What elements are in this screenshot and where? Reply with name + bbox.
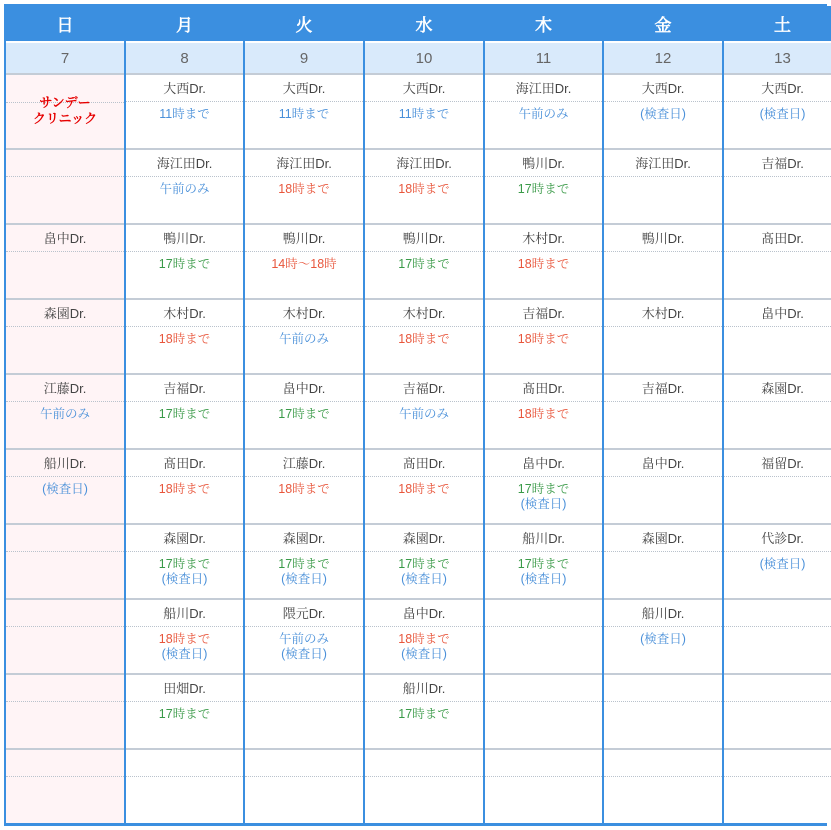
schedule-cell <box>6 598 124 673</box>
doctor-name <box>126 750 243 777</box>
doctor-name: 吉福Dr. <box>126 375 243 402</box>
doctor-name: 大西Dr. <box>126 75 243 102</box>
day-header-2: 火 <box>245 6 363 43</box>
schedule-note <box>159 477 210 497</box>
doctor-name <box>604 675 722 702</box>
doctor-name <box>485 675 602 702</box>
note-text: (検査日) <box>520 572 567 586</box>
note-text: 17時まで <box>517 557 570 571</box>
note-text: 午前のみ <box>159 182 210 196</box>
schedule-cell <box>604 448 722 523</box>
note-text: (検査日) <box>640 107 686 121</box>
schedule-note <box>159 627 210 662</box>
schedule-note <box>159 102 209 122</box>
schedule-cell <box>365 523 483 598</box>
doctor-name: 畠中Dr. <box>485 450 602 477</box>
doctor-name <box>6 675 124 702</box>
note-text: 17時まで <box>158 407 211 421</box>
note-text: 18時まで <box>278 182 330 196</box>
note-text: (検査日) <box>161 647 208 661</box>
schedule-cell <box>604 673 722 748</box>
schedule-cell <box>724 673 831 748</box>
schedule-cell <box>6 448 124 523</box>
day-header-6: 土 <box>724 6 831 43</box>
doctor-name: 髙田Dr. <box>485 375 602 402</box>
schedule-note <box>271 252 336 272</box>
note-text: 18時まで <box>158 482 211 496</box>
schedule-cell <box>6 298 124 373</box>
schedule-cell <box>724 298 831 373</box>
schedule-note <box>42 477 88 497</box>
schedule-cell <box>245 223 363 298</box>
doctor-name: 森園Dr. <box>245 525 363 552</box>
note-text: (検査日) <box>759 557 806 571</box>
schedule-cell <box>245 448 363 523</box>
schedule-note <box>398 552 449 587</box>
doctor-name: 吉福Dr. <box>485 300 602 327</box>
sunday-clinic-label <box>6 75 124 127</box>
doctor-name <box>245 675 363 702</box>
note-text: (検査日) <box>520 497 567 511</box>
schedule-note <box>398 327 449 347</box>
day-header-4: 木 <box>485 6 602 43</box>
doctor-name <box>604 750 722 777</box>
note-text: 午前のみ <box>278 332 329 346</box>
date-cell-2: 9 <box>245 43 363 73</box>
note-text: 18時まで <box>398 482 450 496</box>
schedule-cell <box>724 223 831 298</box>
note-text: 18時まで <box>398 332 450 346</box>
schedule-cell <box>126 448 243 523</box>
note-text: 11時まで <box>278 107 330 121</box>
schedule-cell <box>6 73 124 148</box>
note-text: (検査日) <box>161 572 208 586</box>
schedule-cell <box>485 223 602 298</box>
doctor-name: 畠中Dr. <box>604 450 722 477</box>
note-text: 午前のみ <box>278 632 329 646</box>
schedule-note <box>398 702 449 722</box>
doctor-name: 森園Dr. <box>604 525 722 552</box>
note-text: (検査日) <box>42 482 88 496</box>
schedule-note <box>278 552 329 587</box>
schedule-cell <box>245 673 363 748</box>
schedule-cell <box>485 673 602 748</box>
note-text: 18時まで <box>158 332 211 346</box>
note-text: 11時まで <box>398 107 450 121</box>
schedule-note <box>398 177 449 197</box>
doctor-name: 船川Dr. <box>365 675 483 702</box>
schedule-cell <box>604 298 722 373</box>
note-text: 17時まで <box>398 707 450 721</box>
schedule-note <box>278 177 329 197</box>
date-cell-0: 7 <box>6 43 124 73</box>
doctor-name: 木村Dr. <box>604 300 722 327</box>
schedule-note <box>278 477 329 497</box>
note-text: 午前のみ <box>518 107 569 121</box>
note-text: (検査日) <box>401 572 447 586</box>
note-text: 17時まで <box>158 707 211 721</box>
schedule-cell <box>365 148 483 223</box>
schedule-cell <box>126 373 243 448</box>
doctor-name <box>6 150 124 177</box>
schedule-cell <box>245 298 363 373</box>
schedule-note <box>159 327 210 347</box>
doctor-name <box>724 750 831 777</box>
schedule-calendar <box>4 4 827 826</box>
schedule-note <box>399 102 449 122</box>
note-text: 17時まで <box>517 182 570 196</box>
schedule-cell <box>485 298 602 373</box>
schedule-cell <box>365 448 483 523</box>
schedule-note <box>640 627 686 647</box>
note-text: 17時まで <box>398 557 450 571</box>
schedule-note <box>398 252 449 272</box>
doctor-name: 海江田Dr. <box>245 150 363 177</box>
schedule-cell <box>365 73 483 148</box>
schedule-cell <box>365 673 483 748</box>
schedule-note <box>278 402 329 422</box>
doctor-name: 大西Dr. <box>245 75 363 102</box>
doctor-name: 森園Dr. <box>365 525 483 552</box>
doctor-name: 鴨川Dr. <box>485 150 602 177</box>
schedule-note <box>760 552 806 572</box>
schedule-cell <box>6 223 124 298</box>
schedule-cell <box>245 523 363 598</box>
note-text: 17時まで <box>158 257 211 271</box>
doctor-name: 福留Dr. <box>724 450 831 477</box>
schedule-cell <box>724 73 831 148</box>
doctor-name: 木村Dr. <box>485 225 602 252</box>
date-cell-3: 10 <box>365 43 483 73</box>
schedule-cell <box>724 373 831 448</box>
note-text: (検査日) <box>281 572 327 586</box>
doctor-name: 吉福Dr. <box>365 375 483 402</box>
schedule-cell <box>485 523 602 598</box>
doctor-name: 江藤Dr. <box>245 450 363 477</box>
schedule-note <box>399 402 449 422</box>
schedule-cell <box>6 673 124 748</box>
schedule-note <box>398 627 449 662</box>
schedule-cell <box>724 148 831 223</box>
doctor-name: 船川Dr. <box>604 600 722 627</box>
doctor-name: 鴨川Dr. <box>365 225 483 252</box>
schedule-cell <box>126 148 243 223</box>
schedule-cell <box>6 748 124 823</box>
schedule-note <box>518 327 569 347</box>
schedule-cell <box>485 748 602 823</box>
schedule-cell <box>365 748 483 823</box>
schedule-note <box>159 252 210 272</box>
doctor-name: 海江田Dr. <box>365 150 483 177</box>
schedule-note <box>640 102 686 122</box>
doctor-name: 畠中Dr. <box>365 600 483 627</box>
note-text: (検査日) <box>759 107 806 121</box>
doctor-name: 髙田Dr. <box>365 450 483 477</box>
day-header-0: 日 <box>6 6 124 43</box>
note-text: 17時まで <box>517 482 570 496</box>
note-text: 18時まで <box>517 407 570 421</box>
doctor-name: 大西Dr. <box>724 75 831 102</box>
day-header-3: 水 <box>365 6 483 43</box>
schedule-note <box>159 177 209 197</box>
note-text: 17時まで <box>158 557 211 571</box>
schedule-cell <box>245 748 363 823</box>
schedule-note <box>518 102 568 122</box>
schedule-note <box>279 327 329 347</box>
schedule-cell <box>604 748 722 823</box>
schedule-cell <box>245 148 363 223</box>
doctor-name: 大西Dr. <box>604 75 722 102</box>
doctor-name: 田畑Dr. <box>126 675 243 702</box>
schedule-cell <box>6 148 124 223</box>
schedule-cell <box>245 73 363 148</box>
doctor-name <box>724 675 831 702</box>
schedule-cell <box>6 523 124 598</box>
note-text: 18時まで <box>278 482 330 496</box>
schedule-note <box>279 627 329 662</box>
schedule-cell <box>724 748 831 823</box>
note-text: 17時まで <box>278 407 330 421</box>
doctor-name <box>6 750 124 777</box>
sunday-clinic-line: クリニック <box>32 111 98 126</box>
schedule-cell <box>485 373 602 448</box>
date-cell-1: 8 <box>126 43 243 73</box>
note-text: 18時まで <box>398 632 450 646</box>
schedule-cell <box>604 148 722 223</box>
note-text: 18時まで <box>398 182 450 196</box>
note-text: 午前のみ <box>398 407 449 421</box>
schedule-cell <box>604 73 722 148</box>
doctor-name: 鴨川Dr. <box>604 225 722 252</box>
schedule-cell <box>604 598 722 673</box>
doctor-name: 森園Dr. <box>724 375 831 402</box>
note-text: 18時まで <box>517 332 570 346</box>
doctor-name: 船川Dr. <box>485 525 602 552</box>
schedule-cell <box>604 223 722 298</box>
schedule-cell <box>485 448 602 523</box>
doctor-name: 木村Dr. <box>245 300 363 327</box>
note-text: (検査日) <box>401 647 447 661</box>
schedule-note <box>279 102 329 122</box>
schedule-note <box>40 402 90 422</box>
doctor-name: 森園Dr. <box>126 525 243 552</box>
doctor-name <box>365 750 483 777</box>
schedule-cell <box>724 598 831 673</box>
note-text: 18時まで <box>158 632 211 646</box>
note-text: (検査日) <box>640 632 686 646</box>
schedule-cell <box>126 523 243 598</box>
doctor-name: 隈元Dr. <box>245 600 363 627</box>
note-text: 17時まで <box>278 557 330 571</box>
schedule-note <box>159 402 210 422</box>
schedule-note <box>159 552 210 587</box>
schedule-cell <box>365 598 483 673</box>
doctor-name <box>6 600 124 627</box>
schedule-note <box>159 702 210 722</box>
note-text: 11時まで <box>159 107 210 121</box>
doctor-name: 吉福Dr. <box>604 375 722 402</box>
doctor-name: 鴨川Dr. <box>126 225 243 252</box>
doctor-name: 船川Dr. <box>126 600 243 627</box>
note-text: 午前のみ <box>39 407 90 421</box>
schedule-cell <box>604 523 722 598</box>
doctor-name: 江藤Dr. <box>6 375 124 402</box>
date-cell-6: 13 <box>724 43 831 73</box>
schedule-cell <box>126 298 243 373</box>
note-text: 18時まで <box>517 257 570 271</box>
schedule-cell <box>365 223 483 298</box>
doctor-name: 代診Dr. <box>724 525 831 552</box>
doctor-name: 海江田Dr. <box>126 150 243 177</box>
schedule-cell <box>126 748 243 823</box>
doctor-name <box>6 525 124 552</box>
doctor-name: 船川Dr. <box>6 450 124 477</box>
schedule-note <box>760 102 806 122</box>
schedule-cell <box>126 673 243 748</box>
doctor-name: 畠中Dr. <box>6 225 124 252</box>
schedule-note <box>398 477 449 497</box>
schedule-cell <box>724 448 831 523</box>
note-text: 17時まで <box>398 257 450 271</box>
schedule-note <box>518 552 569 587</box>
schedule-cell <box>126 598 243 673</box>
doctor-name <box>485 750 602 777</box>
schedule-cell <box>485 598 602 673</box>
schedule-note <box>518 402 569 422</box>
doctor-name: 大西Dr. <box>365 75 483 102</box>
doctor-name: 森園Dr. <box>6 300 124 327</box>
doctor-name <box>724 600 831 627</box>
schedule-cell <box>126 223 243 298</box>
schedule-note <box>518 177 569 197</box>
schedule-cell <box>245 373 363 448</box>
date-cell-5: 12 <box>604 43 722 73</box>
note-text: (検査日) <box>281 647 327 661</box>
schedule-cell <box>485 148 602 223</box>
doctor-name: 髙田Dr. <box>126 450 243 477</box>
schedule-cell <box>365 373 483 448</box>
note-text: 14時〜18時 <box>271 257 337 271</box>
doctor-name: 海江田Dr. <box>604 150 722 177</box>
date-cell-4: 11 <box>485 43 602 73</box>
doctor-name: 髙田Dr. <box>724 225 831 252</box>
doctor-name: 木村Dr. <box>365 300 483 327</box>
schedule-note <box>518 477 569 512</box>
schedule-cell <box>485 73 602 148</box>
doctor-name: 鴨川Dr. <box>245 225 363 252</box>
doctor-name <box>485 600 602 627</box>
sunday-clinic-line: サンデー <box>39 95 91 110</box>
doctor-name: 畠中Dr. <box>724 300 831 327</box>
schedule-cell <box>724 523 831 598</box>
doctor-name: 吉福Dr. <box>724 150 831 177</box>
schedule-cell <box>6 373 124 448</box>
doctor-name: 海江田Dr. <box>485 75 602 102</box>
day-header-1: 月 <box>126 6 243 43</box>
schedule-note <box>518 252 569 272</box>
schedule-cell <box>126 73 243 148</box>
doctor-name: 畠中Dr. <box>245 375 363 402</box>
doctor-name: 木村Dr. <box>126 300 243 327</box>
doctor-name <box>245 750 363 777</box>
schedule-cell <box>604 373 722 448</box>
schedule-cell <box>245 598 363 673</box>
day-header-5: 金 <box>604 6 722 43</box>
schedule-cell <box>365 298 483 373</box>
